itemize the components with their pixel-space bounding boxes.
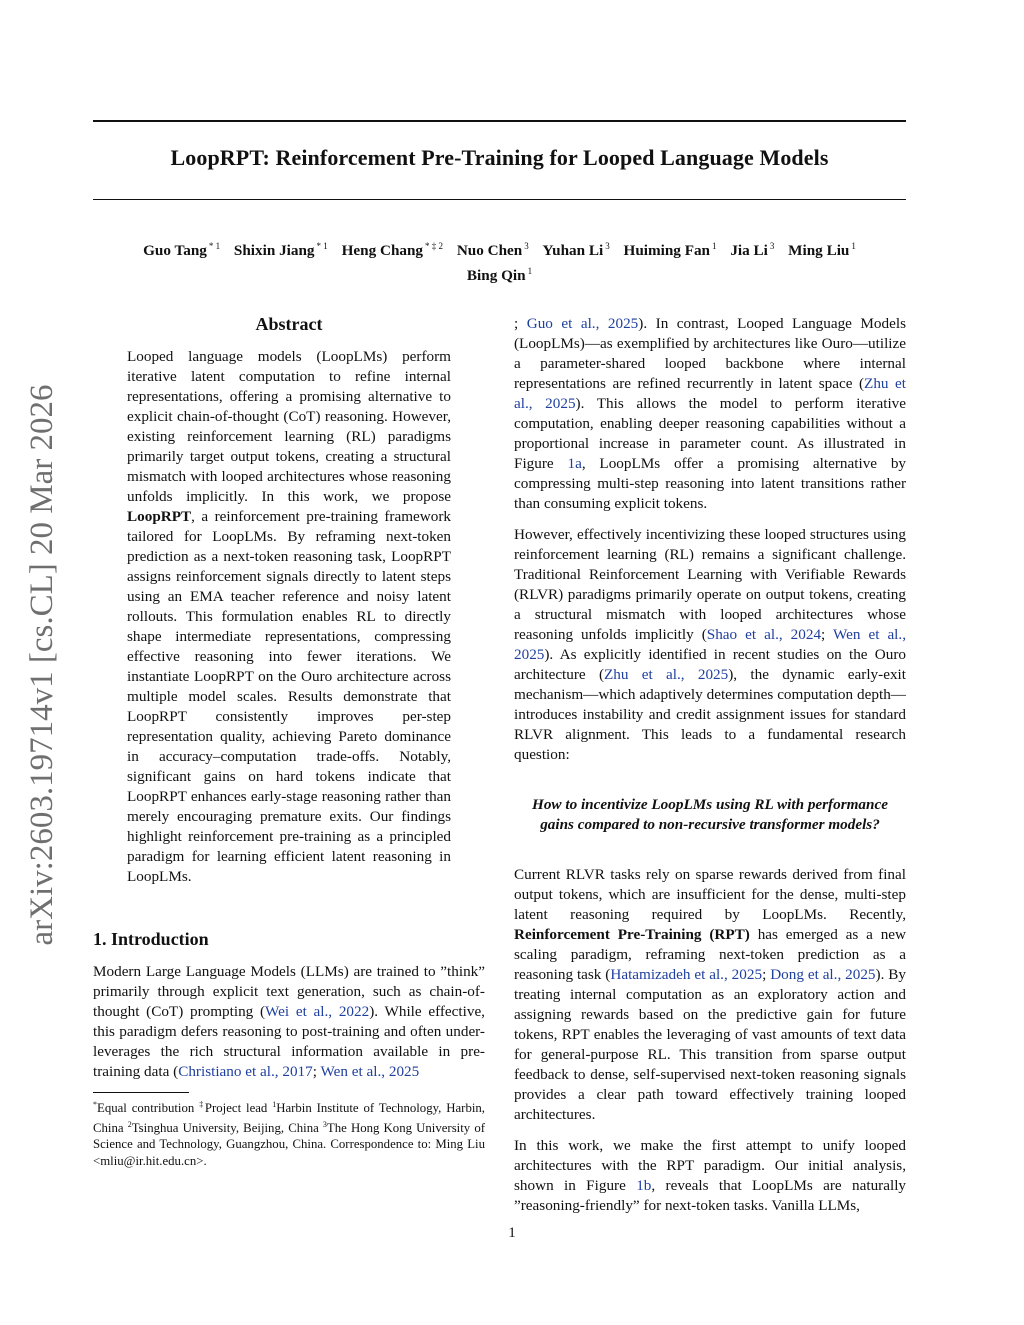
author-affiliation-marks: 3 [524,241,529,251]
figure-reference-link[interactable]: 1b [636,1177,652,1194]
footnote-mark: 1 [272,1100,277,1109]
author-affiliation-marks: 1 [527,266,533,276]
citation-link[interactable]: Wen et al., 2025 [320,1063,420,1080]
citation-separator: ; [821,626,834,643]
introduction-heading: 1. Introduction [93,929,209,949]
author-name: Heng Chang [341,242,424,259]
author-item [788,236,856,261]
footnote [93,1097,485,1169]
citation-link[interactable]: Zhu et al., 2025 [514,375,906,412]
author-name: Guo Tang [143,242,207,259]
intro-paragraph-1-continued [514,314,906,514]
footnote-mark: 3 [322,1119,327,1129]
author-affiliation-marks: 1 [712,241,717,251]
research-question: How to incentivize LoopLMs using RL with performance gains compared to non-recursive transformer models? [532,796,888,833]
citation-link[interactable]: Shao et al., 2024 [706,626,822,643]
author-name: Bing Qin [466,267,526,284]
author-item [342,236,443,261]
author-affiliation-marks: * 1 [316,241,328,251]
paragraph-text: Current RLVR tasks rely on sparse rewards derived from final output tokens, which are insufficient for the dense, multi-step latent reasoning required by LoopLMs. Recently, [514,866,906,923]
footnote-text: Project lead [204,1101,273,1115]
paragraph-text: ). By treating internal computation as an exploratory action and assigning rewards based on the predictive gain for future tokens, RPT enables the leveraging of vast amounts of text data for general-purpose RL. This transition from sparse output feedback to dense, self-supervised next-token reasoning signals provides a clear path toward effectively training looped architectures. [514,966,906,1123]
author-name: Huiming Fan [623,242,711,259]
page-number: 1 [508,1225,516,1241]
author-list [93,236,906,286]
paper-title: LoopRPT: Reinforcement Pre-Training for Looped Language Models [170,145,829,170]
author-item [234,236,328,261]
intro-paragraph-4 [514,1136,906,1216]
paragraph-text: ). As explicitly identified in recent studies on the Ouro architecture ( [514,646,906,683]
footnote-rule [93,1092,189,1093]
paragraph-text: In this work, we make the first attempt to unify looped architectures with the RPT paradigm. Our initial analysis, shown in Figure [514,1137,906,1194]
author-name: Nuo Chen [456,242,523,259]
abstract-heading: Abstract [255,314,323,334]
citation-separator: ; [312,1063,321,1080]
citation-link[interactable]: Wen et al., 2025 [514,626,907,663]
author-item [624,236,717,261]
rpt-term: Reinforcement Pre-Training (RPT) [514,926,750,943]
figure-reference-link[interactable]: 1a [567,455,582,472]
author-item [457,236,529,261]
paragraph-text: has emerged as a new scaling paradigm, reframing next-token prediction as a reasoning task ( [514,926,907,983]
intro-paragraph-2 [514,525,906,765]
footnote-text: Equal contribution [97,1101,200,1115]
author-affiliation-marks: 1 [851,241,856,251]
author-name: Yuhan Li [542,242,604,259]
footnote-text: Tsinghua University, Beijing, China [131,1120,323,1135]
author-name: Shixin Jiang [233,242,315,259]
author-item [143,236,220,261]
citation-separator: ; [762,966,771,983]
title-rule-bottom [93,199,906,200]
abstract-text: Looped language models (LoopLMs) perform iterative latent computation to refine internal representations, offering a promising alternative to explicit chain-of-thought (CoT) reasoning. However, existing reinforcement learning (RL) paradigms primarily target output tokens, creating a structural mismatch with looped architectures whose reasoning unfolds implicitly. In this work, we propose [127,348,451,505]
citation-separator: ; [514,315,527,332]
intro-paragraph-1 [93,962,485,1082]
paragraph-text: , reveals that LoopLMs are naturally ”reasoning-friendly” for next-token tasks. Vanilla LLMs, [514,1177,907,1214]
citation-link[interactable]: Zhu et al., 2025 [604,666,729,683]
citation-link[interactable]: Wei et al., 2022 [265,1003,370,1020]
author-item [730,236,774,261]
intro-paragraph-3 [514,865,906,1125]
author-affiliation-marks: * ‡ 2 [425,241,444,251]
paragraph-text: ). This allows the model to perform iterative computation, enabling deeper reasoning capabilities without a proportional increase in parameter count. As illustrated in Figure [514,395,906,472]
arxiv-id: arXiv:2603.19714v1 [cs.CL] 20 Mar 2026 [24,384,60,946]
right-column [514,310,906,1227]
footnote-text: The Hong Kong University of Science and Technology, Guangzhou, China. Correspondence to: Ming Liu <mliu@ir.hit.edu.cn>. [93,1120,485,1168]
citation-link[interactable]: Christiano et al., 2017 [178,1063,313,1080]
citation-link[interactable]: Dong et al., 2025 [770,966,876,983]
paragraph-text: , LoopLMs offer a promising alternative by compressing multi-step reasoning into latent transitions rather than consuming explicit tokens. [514,455,907,512]
footnote-mark: ‡ [199,1100,205,1109]
paragraph-text: ), the dynamic early-exit mechanism—which adaptively determines computation depth—introduces instability and credit assignment issues for standard RLVR alignment. This leads to a fundamental research question: [514,666,906,763]
footnote-text: Harbin Institute of Technology, Harbin, China [93,1101,485,1135]
author-item [543,236,610,261]
paragraph-text: However, effectively incentivizing these looped structures using reinforcement learning (RL) remains a significant challenge. Traditional Reinforcement Learning with Verifiable Rewards (RLVR) paradigms primarily operate on output tokens, creating a structural mismatch with looped architectures whose reasoning unfolds implicitly ( [514,526,906,643]
abstract-text: , a reinforcement pre-training framework tailored for LoopLMs. By reframing next-token prediction as a next-token reasoning task, LoopRPT assigns reinforcement signals directly to latent steps using an EMA teacher reference and noisy latent rollouts. This formulation enables RL to directly shape intermediate representations, compressing effective reasoning into fewer iterations. We instantiate LoopRPT on the Ouro architecture across multiple model scales. Results demonstrate that LoopRPT consistently improves per-step representation quality, achieving Pareto dominance in accuracy–computation trade-offs. Notably, significant gains on hard tokens indicate that LoopRPT enhances early-stage reasoning rather than merely encouraging premature exits. Our findings highlight reinforcement pre-training as a principled paradigm for learning efficient latent reasoning in LoopLMs. [127,508,451,885]
title-rule-top [93,120,906,122]
author-item [467,261,532,286]
author-affiliation-marks: * 1 [208,241,221,251]
citation-link[interactable]: Hatamizadeh et al., 2025 [610,966,763,983]
paragraph-text: ). In contrast, Looped Language Models (LoopLMs)—as exemplified by architectures like Ouro—utilize a parameter-shared looped backbone where internal representations are refined recurrently in latent space ( [514,315,906,392]
footnote-mark: * [93,1100,97,1109]
author-affiliation-marks: 3 [769,241,775,251]
author-name: Jia Li [730,242,768,259]
paragraph-text: ). While effective, this paradigm defers reasoning to post-training and often under-leverages the rich structural information available in pre-training data ( [93,1003,485,1080]
paragraph-text: Modern Large Language Models (LLMs) are trained to ”think” primarily through explicit text generation, such as chain-of-thought (CoT) prompting ( [93,963,485,1020]
footnote-mark: 2 [127,1119,132,1129]
author-name: Ming Liu [788,242,850,259]
method-name: LoopRPT [127,508,192,525]
citation-link[interactable]: Guo et al., 2025 [526,315,639,332]
left-column [93,310,485,1169]
abstract-body [127,347,451,887]
author-affiliation-marks: 3 [605,241,610,251]
